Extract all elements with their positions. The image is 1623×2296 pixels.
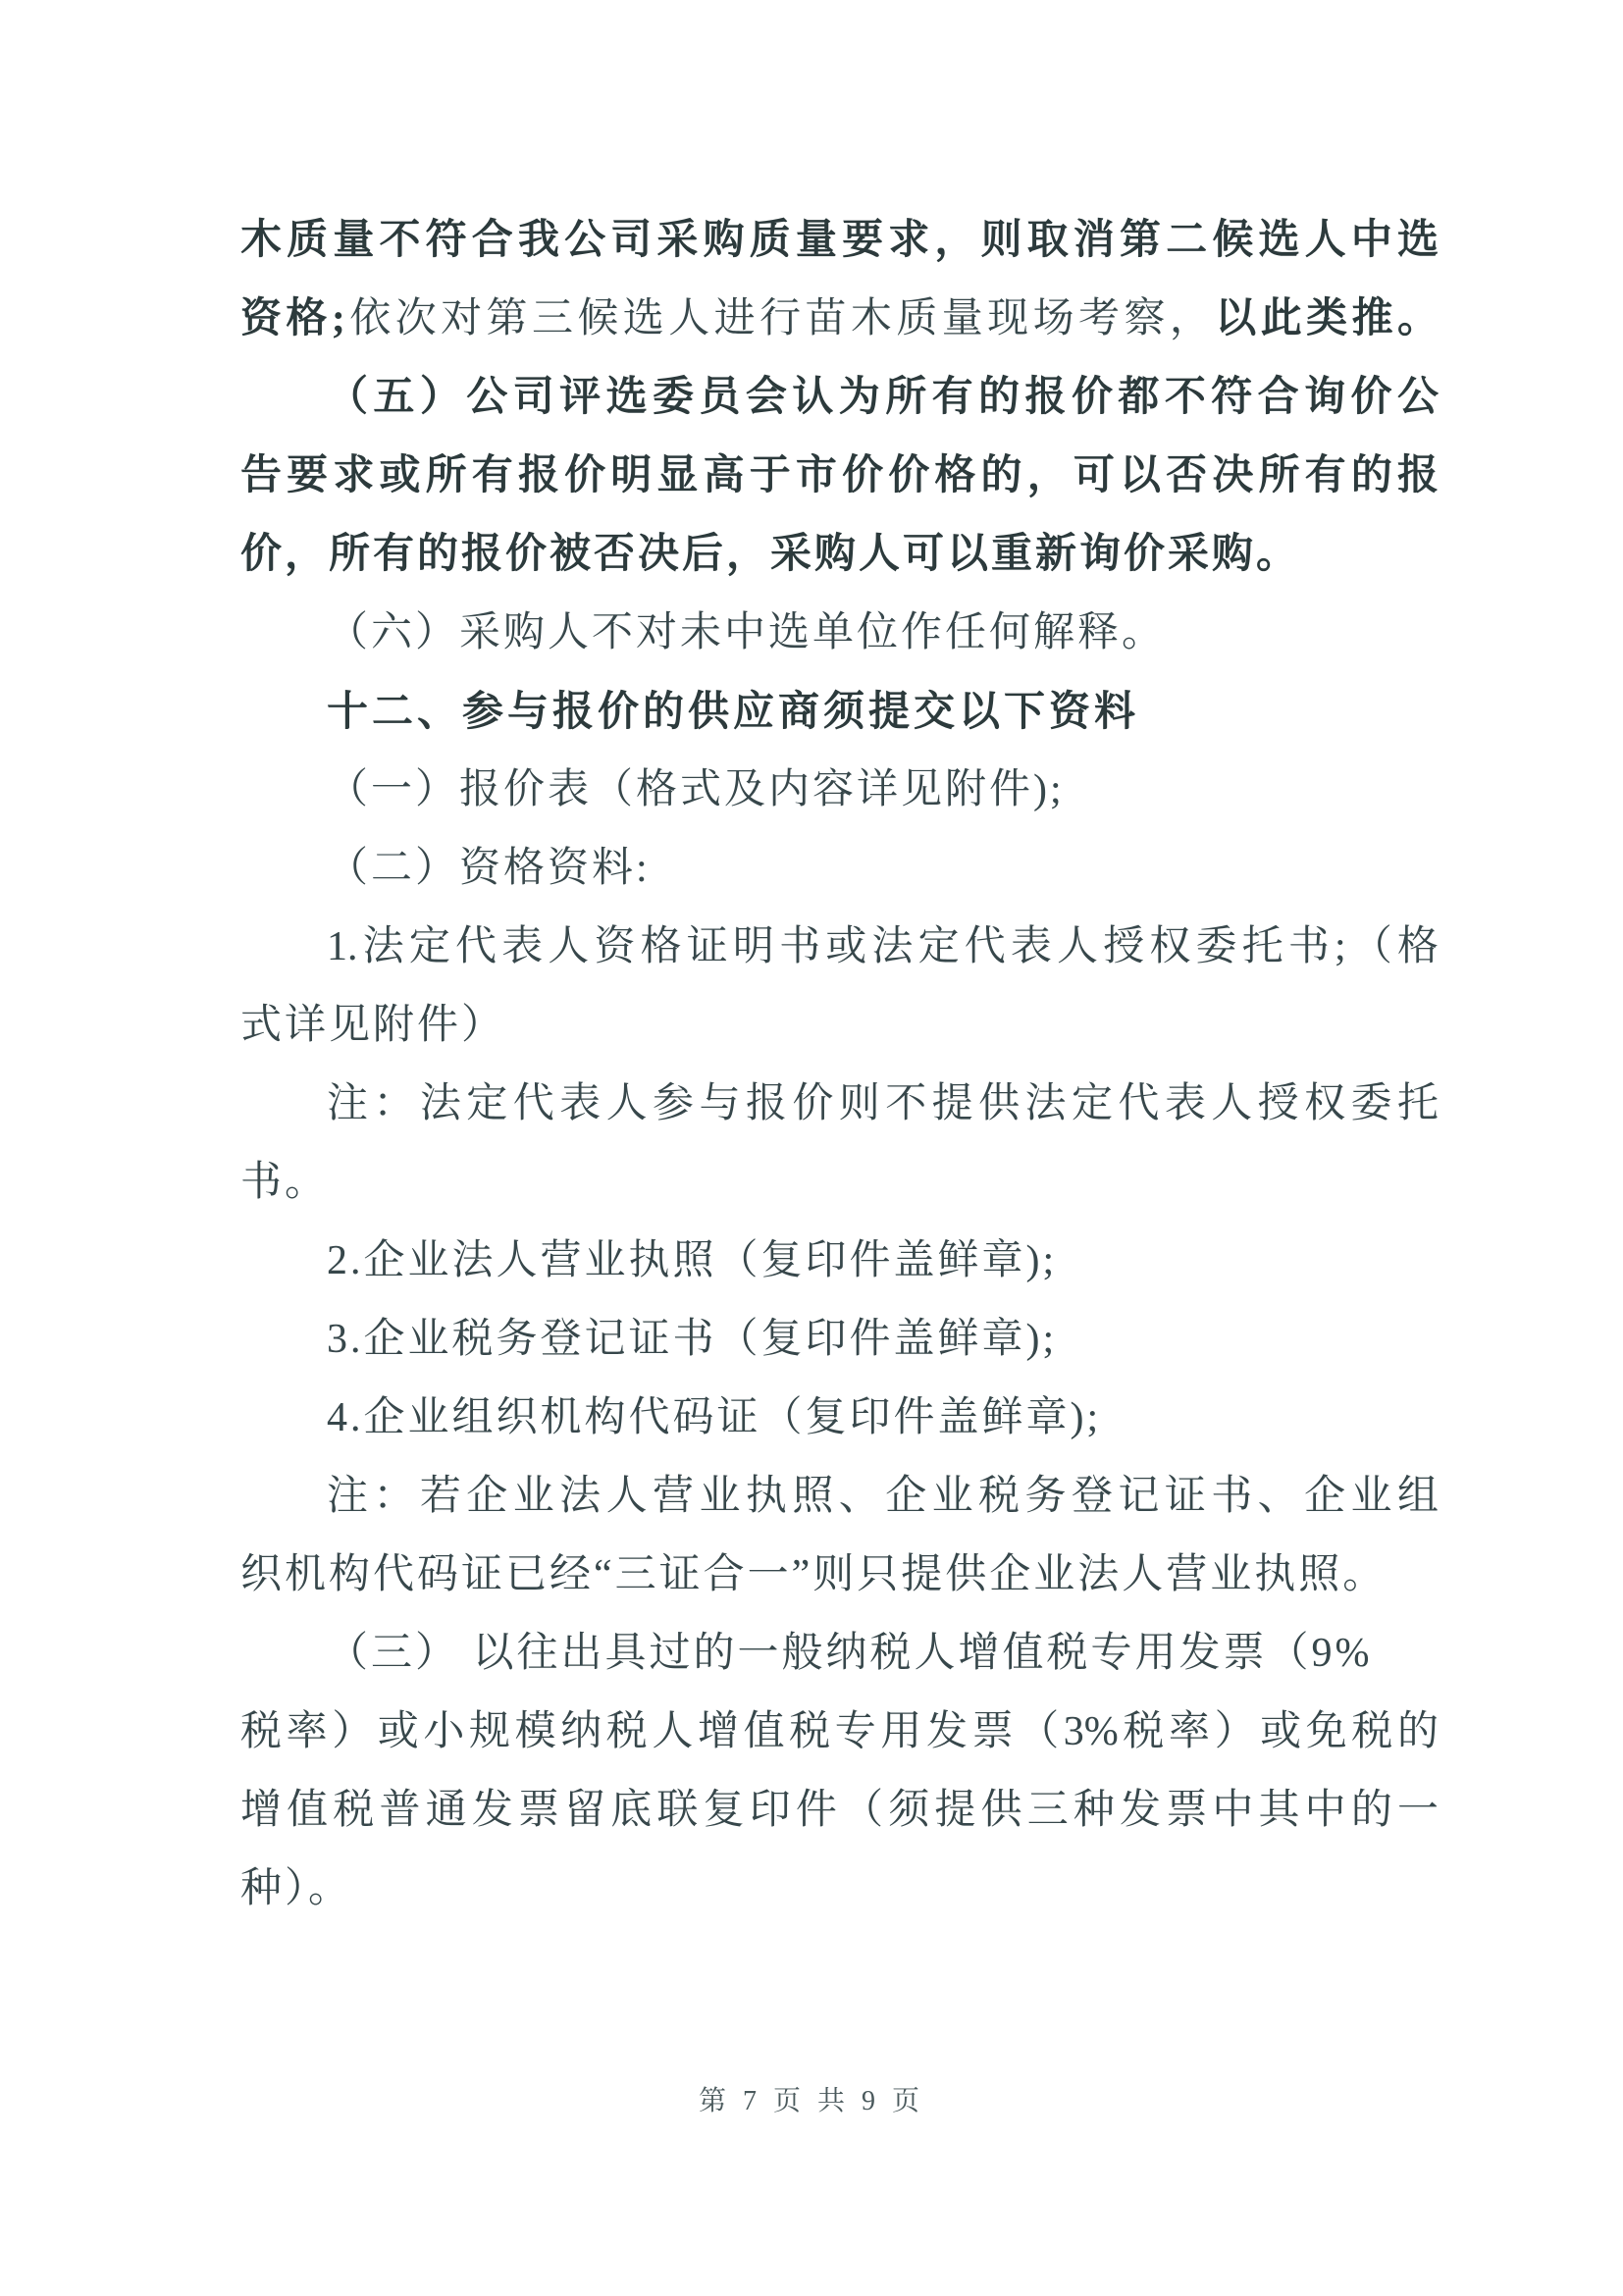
body-line-4-text: 告要求或所有报价明显高于市价价格的，可以否决所有的报 bbox=[240, 453, 1439, 498]
page-number-label: 第 7 页 共 9 页 bbox=[698, 2086, 924, 2116]
body-line-22-text: 种）。 bbox=[240, 1866, 353, 1911]
body-line-18-text: 织机构代码证已经“三证合一”则只提供企业法人营业执照。 bbox=[240, 1552, 1387, 1597]
body-line-3 bbox=[240, 358, 1439, 437]
body-line-8 bbox=[240, 751, 1439, 829]
body-line-11 bbox=[240, 986, 1439, 1065]
body-line-20-text: 税率）或小规模纳税人增值税专用发票（3%税率）或免税的 bbox=[240, 1709, 1439, 1754]
body-line-2-seg-2: 依次对第三候选人进行苗木质量现场考察， bbox=[344, 296, 1216, 341]
section-heading-12-text: 十二、参与报价的供应商须提交以下资料 bbox=[327, 688, 1140, 734]
body-line-17-text: 注：若企业法人营业执照、企业税务登记证书、企业组 bbox=[327, 1474, 1439, 1519]
page-footer bbox=[0, 2081, 1623, 2122]
body-line-4 bbox=[240, 437, 1439, 515]
body-line-9 bbox=[240, 829, 1439, 908]
section-heading-12 bbox=[240, 672, 1439, 751]
body-line-18 bbox=[240, 1536, 1439, 1614]
body-line-14-text: 2.企业法人营业执照（复印件盖鲜章); bbox=[327, 1238, 1058, 1283]
body-line-12-text: 注：法定代表人参与报价则不提供法定代表人授权委托 bbox=[327, 1081, 1439, 1126]
body-line-6-text: （六）采购人不对未中选单位作任何解释。 bbox=[327, 610, 1167, 655]
body-line-9-text: （二）资格资料: bbox=[327, 846, 651, 891]
body-line-11-text: 式详见附件） bbox=[240, 1003, 506, 1048]
body-line-2-seg-3: 以此类推。 bbox=[1215, 296, 1439, 341]
body-line-15-text: 3.企业税务登记证书（复印件盖鲜章); bbox=[327, 1317, 1058, 1362]
document-body bbox=[240, 201, 1439, 1928]
body-line-12 bbox=[240, 1065, 1439, 1143]
body-line-10 bbox=[240, 908, 1439, 986]
body-line-5-text: 价，所有的报价被否决后，采购人可以重新询价采购。 bbox=[240, 532, 1301, 577]
body-line-10-text: 1.法定代表人资格证明书或法定代表人授权委托书;（格 bbox=[327, 924, 1439, 969]
body-line-6 bbox=[240, 594, 1439, 672]
body-line-2 bbox=[240, 280, 1439, 358]
body-line-21-text: 增值税普通发票留底联复印件（须提供三种发票中其中的一 bbox=[240, 1788, 1439, 1833]
body-line-20 bbox=[240, 1693, 1439, 1771]
body-line-22 bbox=[240, 1850, 1439, 1928]
body-line-21 bbox=[240, 1771, 1439, 1850]
body-line-13-text: 书。 bbox=[240, 1160, 330, 1205]
body-line-15 bbox=[240, 1300, 1439, 1379]
body-line-19 bbox=[240, 1614, 1439, 1693]
body-line-3-text: （五）公司评选委员会认为所有的报价都不符合询价公 bbox=[327, 375, 1439, 420]
body-line-8-text: （一）报价表（格式及内容详见附件); bbox=[327, 767, 1065, 812]
body-line-16-text: 4.企业组织机构代码证（复印件盖鲜章); bbox=[327, 1395, 1102, 1440]
body-line-19-text: （三） 以往出具过的一般纳税人增值税专用发票（9% bbox=[327, 1631, 1373, 1676]
body-line-16 bbox=[240, 1379, 1439, 1457]
body-line-2-seg-1: 资格; bbox=[240, 296, 345, 341]
body-line-14 bbox=[240, 1222, 1439, 1300]
body-line-1-text: 木质量不符合我公司采购质量要求，则取消第二候选人中选 bbox=[240, 218, 1439, 263]
body-line-17 bbox=[240, 1457, 1439, 1536]
body-line-1 bbox=[240, 201, 1439, 280]
body-line-5 bbox=[240, 515, 1439, 594]
body-line-13 bbox=[240, 1143, 1439, 1222]
